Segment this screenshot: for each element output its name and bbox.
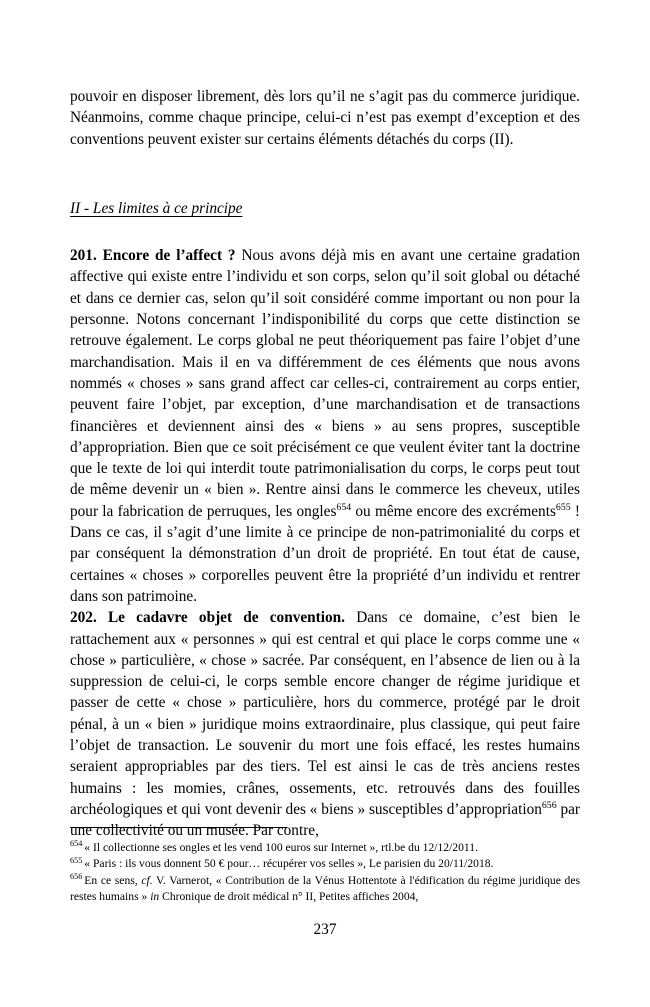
- page-number: 237: [313, 921, 337, 938]
- footnote-ref-655[interactable]: 655: [555, 501, 571, 513]
- footnote-654-text: « Il collectionne ses ongles et les vend 100 euros sur Internet », rtl.be du 12/12/2011.: [84, 841, 478, 854]
- footnote-separator-rule: [70, 827, 287, 828]
- section-heading-wrapper: [70, 198, 580, 219]
- paragraph-201: [70, 245, 580, 607]
- footnote-655-text: « Paris : ils vous donnent 50 € pour… récupérer vos selles », Le parisien du 20/11/2018.: [84, 857, 494, 871]
- footnote-ref-654[interactable]: 654: [336, 501, 352, 513]
- footnote-654-number: 654: [70, 839, 83, 849]
- paragraph-201-text-3: ! Dans ce cas, il s’agit d’une limite à ce principe de non-patrimonialité du corps et par conséquent la démonstration d’un droit de propriété. En tout état de cause, certaines « choses » corporelles peuvent être la propriété d’un individu et rentrer dans son patrimoine.: [70, 502, 580, 605]
- footnote-655-number: 655: [70, 855, 83, 865]
- paragraph-202-lead: 202. Le cadavre objet de convention.: [70, 609, 345, 627]
- footnote-656-cf: cf.: [141, 873, 153, 887]
- paragraph-202-text-1: Dans ce domaine, c’est bien le rattachement aux « personnes » qui est central et qui place le corps comme une « chose » particulière, « chose » sacrée. Par conséquent, en l’absence de lien ou à la suppression de celui-ci, le corps semble encore changer de régime juridique et passer de cette « chose » particulière, hors du commerce, protégé par le droit pénal, à un « bien » juridique moins extraordinaire, plus classique, qui peut faire l’objet de transaction. Le souvenir du mort une fois effacé, les restes humains seraient appropriables par des tiers. Tel est ainsi le cas de très anciens restes humains : les momies, crânes, ossements, etc. retrouvés dans des fouilles archéologiques et qui vont devenir des « biens » susceptibles d’appropriation: [70, 609, 580, 818]
- page-content: [70, 86, 580, 842]
- footnote-656-text-after-in: Chronique de droit médical n° II, Petites affiches 2004,: [159, 890, 419, 904]
- footnote-654: [70, 840, 580, 856]
- footnote-area: [70, 827, 580, 906]
- footnote-656-number: 656: [70, 871, 83, 881]
- paragraph-202: [70, 607, 580, 841]
- paragraph-continued: pouvoir en disposer librement, dès lors qu’il ne s’agit pas du commerce juridique. Néanmoins, comme chaque principe, celui-ci n’est pas exempt d’exception et des conventions peuvent exister sur certains éléments détachés du corps (II).: [70, 88, 580, 148]
- paragraph-202-text-2: par une collectivité ou un musée. Par contre,: [70, 800, 581, 840]
- footnote-656: [70, 873, 580, 906]
- footnote-656-in: in: [150, 890, 160, 904]
- footnote-ref-656[interactable]: 656: [541, 799, 557, 811]
- paragraph-201-lead: 201. Encore de l’affect ?: [70, 247, 236, 265]
- footnote-656-text-before-cf: En ce sens,: [84, 873, 142, 887]
- paragraph-201-text-1: Nous avons déjà mis en avant une certaine gradation affective qui existe entre l’individu et son corps, selon qu’il soit global ou détaché et dans ce dernier cas, selon qu’il soit considéré comme important ou non pour la personne. Notons concernant l’indisponibilité du corps que cette distinction se retrouve également. Le corps global ne peut théoriquement pas faire l’objet d’une marchandisation. Mais il en va différemment de ces éléments que nous avons nommés « choses » sans grand affect car celles-ci, contrairement au corps entier, peuvent faire l’objet, par exception, d’une marchandisation et de transactions financières et deviennent ainsi des « biens » au sens propres, susceptible d’appropriation. Bien que ce soit précisément ce que veulent éviter tant la doctrine que le texte de loi qui interdit toute patrimonialisation du corps, le corps peut tout de même devenir un « bien ». Rentre ainsi dans le commerce les cheveux, utiles pour la fabrication de perruques, les ongles: [70, 247, 580, 520]
- paragraph-201-text-2: ou même encore des excréments: [351, 502, 556, 520]
- footnote-656-text-after-cf: V. Varnerot, « Contribution de la Vénus Hottentote à l'édification du régime juridique des restes humains »: [70, 873, 580, 904]
- footnote-655: [70, 856, 580, 872]
- section-heading: II - Les limites à ce principe: [70, 199, 243, 217]
